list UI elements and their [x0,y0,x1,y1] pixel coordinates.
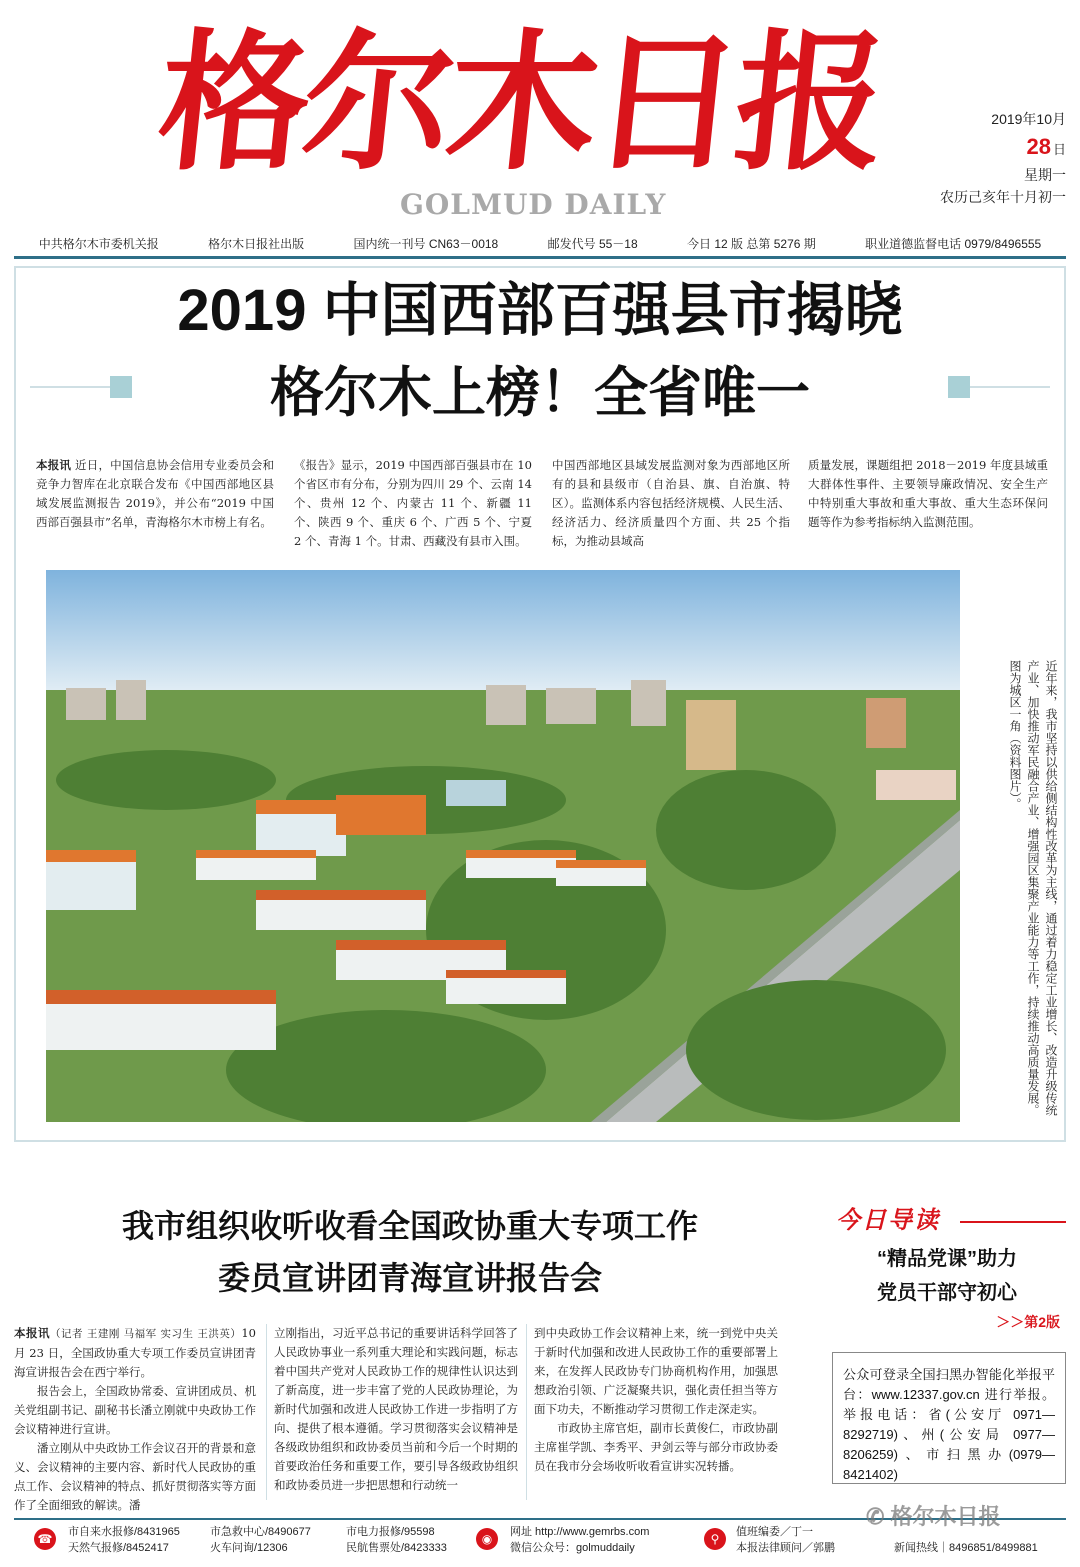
footer-emergency: 市急救中心/8490677 [210,1526,311,1538]
info-issue: 今日 12 版 总第 5276 期 [687,236,816,251]
second-column-3 [534,1324,778,1476]
info-postal-code: 邮发代号 55－18 [547,236,638,251]
lead-subheadline: 格尔木上榜！全省唯一 [270,363,810,423]
wechat-watermark [866,1500,1076,1530]
masthead-english-title: GOLMUD DAILY [400,188,667,221]
today-guide-rule [960,1221,1066,1223]
lead-headline: 2019 中国西部百强县市揭晓 [177,278,903,343]
today-guide-body[interactable] [832,1242,1062,1310]
footer-legal-advisor: 本报法律顾问／郭鹏 [736,1542,835,1554]
report-notice-text: 公众可登录全国扫黑办智能化举报平台：www.12337.gov.cn 进行举报。举报电话：省(公安厅 0971—8292719)、州(公安局 0977—8206259)、市扫黑办(0979—8421402) [843,1367,1055,1482]
lead-column-2-text: 《报告》显示，2019 中国西部百强县市在 10 个省区市有分布，分别为四川 29 个、云南 14 个、贵州 12 个、内蒙古 11 个、新疆 11 个、陕西 9 个、重庆 6 个、广西 5 个、宁夏 2 个、青海 1 个。甘肃、西藏没有县市入围。 [294,458,532,548]
lead-column-3 [552,456,790,551]
footer-train: 火车问询/12306 [210,1542,288,1554]
second-headline-line1: 我市组织收听收看全国政协重大专项工作 [121,1208,698,1244]
watermark-text: 格尔木日报 [890,1504,1001,1529]
second-column-2-text: 立刚指出，习近平总书记的重要讲话科学回答了人民政协事业一系列重大理论和实践问题，标志着中国共产党对人民政协工作的规律性认识达到了新高度，进一步丰富了党的人民政协理论，为新时代加强和改进人民政协工作进一步指明了方向、提供了根本遵循。学习贯彻落实会议精神是各级政协组织和政协委员当前和今后一个时期的首要政治任务和重要工作，要引导各级政协组织和政协委员进一步把思想和行动统一 [274,1326,518,1492]
city-aerial-illustration [46,570,960,1122]
date-day-suffix: 日 [1052,142,1066,157]
date-year-month: 2019年10月 [991,111,1066,127]
report-notice-box [832,1352,1066,1484]
footer-power: 市电力报修/95598 [346,1526,435,1538]
lead-column-1 [36,456,274,532]
lead-column-4 [808,456,1048,532]
weekday: 星期一 [1024,167,1066,183]
footer-wechat: 微信公众号：golmuddaily [510,1542,635,1554]
lead-column-2 [294,456,532,551]
lead-column-3-text: 中国西部地区县域发展监测对象为西部地区所有的县和县级市（自治县、旗、自治旗、特区）。监测体系内容包括经济规模、人民生活、经济活力、经济质量四个方面、共 25 个指标，为推动县域高 [552,458,790,548]
globe-icon: ◉ [476,1528,498,1550]
publication-info-bar [14,230,1066,259]
phone-icon: ☎ [34,1528,56,1550]
lead-column-1-text: 近日，中国信息协会信用专业委员会和竞争力智库在北京联合发布《中国西部地区县域发展监测报告 2019》，并公布“2019 中国西部百强县市”名单，青海格尔木市榜上有名。 [36,458,275,529]
today-guide-line2: 党员干部守初心 [877,1282,1017,1304]
city-aerial-photo [46,570,960,1122]
info-cn-number: 国内统一刊号 CN63－0018 [353,236,499,251]
second-column-2 [274,1324,518,1495]
date-block [906,108,1066,208]
lunar-date: 农历己亥年十月初一 [940,189,1066,205]
info-publisher: 格尔木日报社出版 [208,236,305,251]
today-guide-title: 今日导读 [836,1207,940,1234]
lead-column-4-text: 质量发展，课题组把 2018－2019 年度县域重大群体性事件、主要领导廉政情况、安全生产中特别重大事故和重大事故、重大生态环保问题等作为参考指标纳入监测范围。 [808,458,1048,529]
second-column-1-text: 10 月 23 日，全国政协重大专项工作委员宣讲团青海宣讲报告会在西宁举行。 报告会上，全国政协常委、宣讲团成员、机关党组副书记、副秘书长潘立刚就中央政协工作会议精神进行宣讲。 潘立刚从中央政协工作会议召开的背景和意义、会议精神的主要内容、新时代人民政协的重点工作、会议精神的特点、抓好贯彻落实等方面作了全面细致的解读。潘 [14,1326,256,1512]
info-organ: 中共格尔木市委机关报 [38,236,159,251]
footer-ticket: 民航售票处/8423333 [346,1542,447,1554]
footer-editor: 值班编委／丁一 [736,1526,813,1538]
second-byline: （记者 王建刚 马福军 实习生 王洪英） [50,1328,242,1340]
second-column-3-text: 到中央政协工作会议精神上来，统一到党中央关于新时代加强和改进人民政协工作的重要部署上来，在发挥人民政协专门协商机构作用，加强思想政治引领、广泛凝聚共识，强化责任担当等方面下功夫，不断推动学习贯彻工作走深走实。 市政协主席官炬，副市长黄俊仁，市政协副主席崔学凯、李秀平、尹剑云等与部分市政协委员在我市分会场收听收看宣讲实况转播。 [534,1326,778,1473]
footer-news-hotline: 新闻热线｜8496851/8499881 [894,1542,1038,1554]
today-guide-page-link[interactable]: ＞＞第2版 [996,1314,1060,1330]
lead-dateline: 本报讯 [36,458,72,472]
second-headline-line2: 委员宣讲团青海宣讲报告会 [217,1260,602,1296]
date-day-number: 28 [1026,134,1051,159]
footer-water: 市自来水报修/8431965 [68,1526,180,1538]
footer-website[interactable]: 网址 http://www.gemrbs.com [510,1526,650,1538]
second-column-1 [14,1324,256,1515]
footer-gas: 天然气报修/8452417 [68,1542,169,1554]
masthead-title: 格尔木日报 [150,15,890,191]
wechat-icon: ✆ [866,1504,891,1529]
date-day [906,130,1066,164]
info-hotline: 职业道德监督电话 0979/8496555 [865,236,1042,251]
column-divider [526,1324,527,1500]
location-pin-icon: ⚲ [704,1528,726,1550]
column-divider [266,1324,267,1500]
second-dateline: 本报讯 [14,1326,50,1340]
today-guide-line1: “精品党课”助力 [877,1248,1017,1270]
photo-caption: 近年来，我市坚持以供给侧结构性改革为主线，通过着力稳定工业增长、改造升级传统产业、加快推动军民融合产业、增强园区集聚产业能力等工作，持续推动高质量发展。图为城区一角（资料图片）。 [1008,660,1058,1116]
